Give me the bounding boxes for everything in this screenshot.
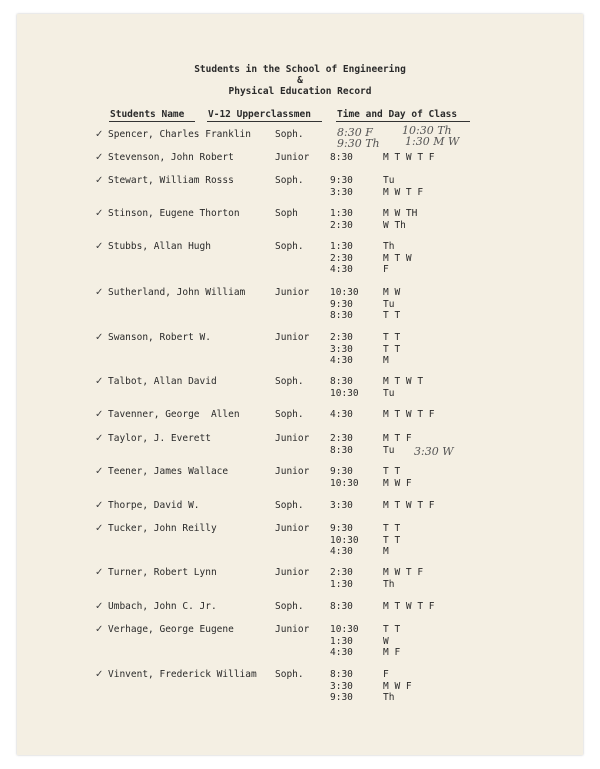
class-days: T T [383,624,401,635]
student-name: Swanson, Robert W. [108,332,211,343]
student-class: Junior [275,152,310,163]
student-name: Stevenson, John Robert [108,152,234,163]
class-days: T T [383,523,401,534]
class-time: 2:30 [330,219,353,231]
class-time: 2:30 [330,567,353,578]
check-mark: ✓ [95,567,104,578]
check-mark: ✓ [95,669,104,680]
class-time: 1:30 [330,241,353,252]
student-name: Turner, Robert Lynn [108,567,217,578]
class-days: F [383,264,389,275]
student-class: Junior [275,287,310,298]
header-underline-group [207,121,322,122]
class-time: 10:30 [330,287,359,298]
class-time: 1:30 [330,208,353,219]
handwritten-note-spencer-c: 10:30 Th [402,124,452,137]
handwritten-note-spencer-d: 1:30 M W [405,135,460,148]
check-mark: ✓ [95,500,104,511]
class-days: Tu [383,387,395,399]
class-time: 3:30 [330,186,353,198]
class-days: M T W T F [383,500,435,511]
class-time: 9:30 [330,298,353,310]
class-time: 4:30 [330,546,353,557]
class-time: 3:30 [330,680,353,692]
class-days: T T [383,310,401,321]
class-days: W [383,635,389,647]
class-days: M W T F [383,186,424,198]
check-mark: ✓ [95,624,104,635]
header-v12-upperclassmen: V-12 Upperclassmen [208,109,311,120]
class-days: M T W T [383,376,424,387]
class-days: T T [383,332,401,343]
class-time: 8:30 [330,601,353,612]
title-line-3: Physical Education Record [228,86,372,97]
class-days: W Th [383,219,406,231]
student-name: Stewart, William Rosss [108,175,234,186]
class-time: 10:30 [330,387,359,399]
check-mark: ✓ [95,287,104,298]
student-name: Stinson, Eugene Thorton [108,208,240,219]
class-days: M F [383,647,401,658]
class-time: 3:30 [330,343,353,355]
class-time: 2:30 [330,332,353,343]
check-mark: ✓ [95,332,104,343]
student-name: Taylor, J. Everett [108,433,211,444]
check-mark: ✓ [95,208,104,219]
class-time: 10:30 [330,624,359,635]
class-time: 8:30 [330,310,353,321]
student-name: Vinvent, Frederick William [108,669,257,680]
class-days: M T W T F [383,152,435,163]
class-days: M T W T F [383,601,435,612]
class-days: Th [383,692,395,703]
document-page [17,14,583,755]
student-name: Spencer, Charles Franklin [108,129,251,140]
class-time: 9:30 [330,692,353,703]
check-mark: ✓ [95,409,104,420]
student-class: Soph. [275,129,304,140]
class-time: 4:30 [330,409,353,420]
class-days: M T W [383,252,412,264]
class-time: 8:30 [330,376,353,387]
handwritten-note-taylor: 3:30 W [414,445,454,458]
check-mark: ✓ [95,523,104,534]
class-time: 10:30 [330,534,359,546]
class-time: 3:30 [330,500,353,511]
class-time: 9:30 [330,175,353,186]
class-days: M T F [383,433,412,444]
check-mark: ✓ [95,466,104,477]
student-class: Soph. [275,376,304,387]
class-days: M T W T F [383,409,435,420]
class-days: Tu [383,444,395,456]
student-name: Teener, James Wallace [108,466,229,477]
class-time: 10:30 [330,477,359,489]
check-mark: ✓ [95,376,104,387]
student-name: Thorpe, David W. [108,500,200,511]
student-class: Junior [275,433,310,444]
header-time-and-day: Time and Day of Class [337,109,458,120]
class-time: 1:30 [330,578,353,590]
class-time: 9:30 [330,523,353,534]
student-class: Soph. [275,669,304,680]
student-class: Soph [275,208,298,219]
student-class: Junior [275,624,310,635]
student-class: Junior [275,466,310,477]
check-mark: ✓ [95,129,104,140]
class-days: M W F [383,477,412,489]
header-underline-time [336,121,470,122]
student-class: Junior [275,567,310,578]
student-name: Tavenner, George Allen [108,409,240,420]
student-class: Soph. [275,241,304,252]
title-line-2: & [297,75,303,86]
class-time: 4:30 [330,264,353,275]
header-underline-name [109,121,195,122]
handwritten-note-spencer-a: 8:30 F [337,126,373,139]
class-time: 2:30 [330,252,353,264]
class-days: M [383,546,389,557]
student-name: Tucker, John Reilly [108,523,217,534]
student-class: Junior [275,523,310,534]
check-mark: ✓ [95,241,104,252]
student-name: Stubbs, Allan Hugh [108,241,211,252]
class-days: M W T F [383,567,424,578]
class-days: M W TH [383,208,418,219]
class-days: Tu [383,175,395,186]
student-name: Umbach, John C. Jr. [108,601,217,612]
student-class: Soph. [275,409,304,420]
student-class: Junior [275,332,310,343]
check-mark: ✓ [95,152,104,163]
class-days: T T [383,343,401,355]
class-days: F [383,669,389,680]
student-class: Soph. [275,601,304,612]
class-days: T T [383,534,401,546]
class-time: 8:30 [330,444,353,456]
class-days: Tu [383,298,395,310]
class-time: 1:30 [330,635,353,647]
class-days: Th [383,578,395,590]
class-days: M [383,355,389,366]
class-days: M W [383,287,401,298]
class-time: 2:30 [330,433,353,444]
student-name: Talbot, Allan David [108,376,217,387]
check-mark: ✓ [95,433,104,444]
class-days: T T [383,466,401,477]
class-time: 4:30 [330,355,353,366]
handwritten-note-spencer-b: 9:30 Th [337,137,380,150]
check-mark: ✓ [95,175,104,186]
student-class: Soph. [275,175,304,186]
title-line-1: Students in the School of Engineering [194,64,406,75]
header-students-name: Students Name [110,109,185,120]
check-mark: ✓ [95,601,104,612]
class-days: Th [383,241,395,252]
class-time: 8:30 [330,152,353,163]
class-time: 4:30 [330,647,353,658]
student-name: Sutherland, John William [108,287,246,298]
class-time: 9:30 [330,466,353,477]
student-class: Soph. [275,500,304,511]
student-name: Verhage, George Eugene [108,624,234,635]
class-time: 8:30 [330,669,353,680]
class-days: M W F [383,680,412,692]
